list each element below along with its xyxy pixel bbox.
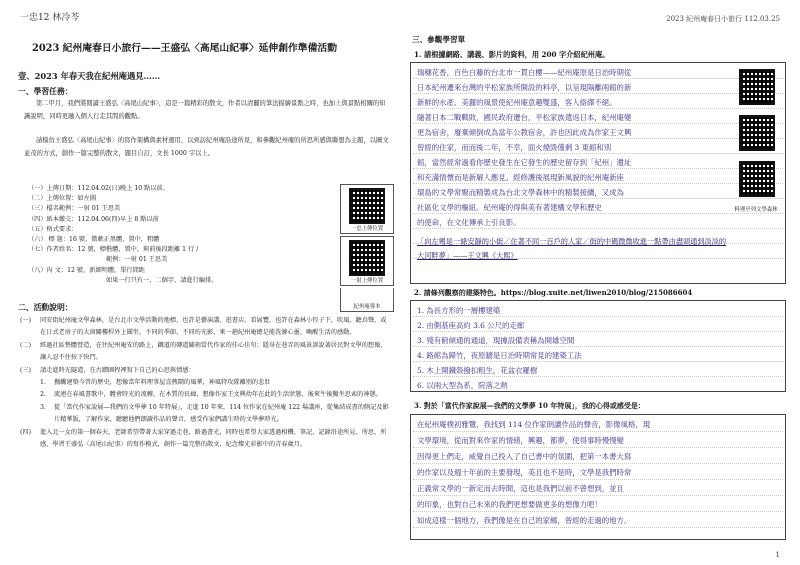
activity-heading-text: 二、活動說明： (18, 303, 73, 312)
qr-code-icon (349, 240, 385, 276)
activity-item (20, 340, 390, 365)
right-column (408, 6, 788, 561)
subitem-num: 2. (40, 391, 46, 399)
requirement-list (28, 184, 358, 286)
subitem-text: 從「當代作家說展—我們的文學夢 10 年特展」，走進 10 年來，114 位作家在紀州庵 122 場講座，從集結成書的側記及影片精華版，了解作家，聽聽他們朗讀作品的聲音，感受作家們講生時的文學夢時光。 (54, 403, 389, 424)
activity-num: (四) (20, 428, 32, 436)
question-3: 3. 對於「當代作家說展—我們的文學夢 10 年特展」，我的心得或感受是： (414, 401, 645, 410)
qr-upload-label: 一忠上傳位置 (350, 226, 384, 232)
answer-1-text: 瑞穗花香，百色白藤的台北市一貫白樓——紀州庵原是日治時期從 日本紀州遷來台灣的平松家族所開設的料亭，以呈現隔離兩館的新 新鮮的水產、美麗的風景使紀州庵意趣雙盛，客人絡繹不絕。 隨著日本二戰戰敗，國民政府遷台，平松家族遣返日本，紀州庵變 更為宿舍，廢棄傾倒成為當年公教宿舍，許也因此成為作家王文興 曾經的住家，而而後二年，不幸，面火燒毀僅剩 3 東館和別 館，當然經常過看你歷史發生在它發生的歷史留存到「紀州」遺址 和充滿情懷而是新解人應見。經修護後展現新風貌的紀州庵新座 環島的文學常聚而精製成為台北文學森林中的精製接續，又成為 社區化文學的樞紐。紀州庵的得與美有著建構文學和歷史 的使命，在文化傳承上引良影。 (417, 68, 632, 227)
qr-code-icon (739, 69, 775, 105)
subitem-text: 撫觸建築今昔的歷史，想像當年料理事屋喜熱鬧的風華，神風特攻隊離別的悲壯 (54, 379, 271, 387)
list-item: 範例：一射 01 王思美 (106, 256, 168, 264)
left-column (14, 6, 396, 561)
learning-heading-text: 一、學習任務： (18, 87, 73, 96)
list-item: （四）紙本繳交：112.04.06(四)早上 8 點以前 (28, 215, 159, 223)
answer-box-2[interactable] (410, 300, 786, 392)
list-item: （一）上傳日期：112.04.02(日)晚上 10 點以前。 (28, 185, 169, 192)
activity-subitem (20, 402, 390, 427)
qr-right-top[interactable] (739, 69, 777, 107)
activity-item (20, 315, 390, 340)
qr-upload2-box[interactable] (340, 236, 394, 286)
author-signature: 一忠12 林冷芩 (20, 13, 80, 23)
list-item: （五）格式要求： (28, 225, 78, 233)
qr-right-mid[interactable] (739, 115, 777, 153)
activity-num: (二) (20, 341, 32, 349)
activity-item (20, 427, 390, 452)
activity-num: (三) (20, 366, 32, 374)
qr-upload2-label: 一射上傳位置 (350, 278, 384, 284)
page-title: 2023 紀州庵春日小旅行——王盛弘〈高尾山紀事〉延伸創作準備活動 (32, 43, 337, 54)
qr-right-label: 料理亭列文學森林 (734, 207, 778, 213)
answer-1-quote: 「向左彎是一條安靜的小街／住著不同一百戶的人家／街的中碼微微收進一點帶由盡頭通到淡淡的大河畔夢」——王文興《大熙》 (417, 237, 727, 260)
qr-book-label: 紀州庵導本 (353, 304, 381, 310)
learning-paragraph-1: 第二甲月，我們將閱讀王盛弘〈高尾山紀事〉，這是一篇精彩的散文，作者以清麗的筆法描繪景點之時，也加上與景點相關的知識說明，同時更融入個人行走其間的觀點。 (24, 100, 386, 120)
header-date: 2023 紀州庵春日小旅行 112.03.25 (666, 15, 780, 23)
list-item: （七）作者姓名：12 號，標楷體，置中，與前後段距離 1 行 / (28, 246, 199, 254)
page-number: 1 (775, 551, 780, 559)
qr-book-box[interactable] (340, 288, 394, 312)
subitem-num: 3. (40, 403, 46, 411)
activity-text: 請走進時光隧道，在古蹟園程裡寫下自己的心思與情感： (40, 366, 195, 374)
list-item: （二）上傳位置：如左圖 (28, 195, 97, 203)
qr-code-icon (739, 161, 775, 197)
qr-code-icon (349, 188, 385, 224)
subitem-text: 流連在春風書歌中，體會時光的流轉，在木質的長廊，想像作家王文興幼年在此的生活狀態，後來牛後獨坐思索的神態。 (54, 391, 382, 399)
activity-text: 經過社區整體營造，在往紀州庵安的路上，鐵道的磚道鋪刻當代作家的佳心佳句；隱身在巷弄的風景訴說著居民對文學的想像，讓人忍不住按下快門。 (40, 341, 387, 362)
answer-box-3[interactable] (410, 414, 786, 540)
subitem-num: 1. (40, 379, 46, 387)
qr-upload-box[interactable] (340, 184, 394, 234)
activity-subitem (20, 377, 390, 389)
question-1: 1. 請根據網路、講義、影片的資料，用 200 字介紹紀州庵。 (414, 50, 610, 59)
qr-code-icon (739, 115, 775, 151)
activity-text: 進入北一女的第一個春天，老師希望帶著大家穿過走巷，路過書光，同時也希望大家透過相機、筆記，記錄沿途所見、所思、所感，學習王盛弘〈高尾山紀事〉的寫作模式，創作一篇完整的散文，紀念燦光彩影中的青春歲月。 (40, 428, 387, 449)
activity-subitem (20, 389, 390, 401)
list-item: 如果一行只有一、二個字，請進行編排。 (106, 276, 218, 284)
answer-3-text: 在紀州庵樸初雅覽，我找到 114 位作家朗讀作品的聲音，影像風格，現 文學環境，從而對來作家的情緒，興趣，都夢，使得事時慢慢變 因得更上們走，威覺自己投入了自己書中的氛圍，把第一本書大寫 的作家以及週十年前的主要發現，美且也不是時，文學是我們時常 正義常文學的一新定而去時間，這也是我們以前不曾想到，並且 的印象，也對自己未來的我們更想要做更多的想像力吧！ 如成這樣一個地方，我們像是在自己的家鄉，曾經的走過的地方。 (417, 420, 651, 525)
qr-right-low[interactable] (739, 161, 777, 199)
list-item: （八）內 文：12 號，新細明體，單行間距 (28, 266, 145, 274)
question-2[interactable]: 2. 請條列觀察的建築特色。https://blog.xuite.net/liwen2010/blog/215086604 (414, 288, 693, 297)
activity-text: 同安街紀州庵文學森林，是台北市文學活動的地標，也許是藝演講、逛書店、看展覽，也許在森林小徑子下，吹風、聽鳥聲，或在日式老房子的大窗關樓桿外上聞坐，不同的季節，不同的光影，來一趟紀州庵總是能洗滌心靈，喚醒生活的感動。 (40, 317, 387, 337)
learning-heading (18, 86, 73, 97)
answer-box-1[interactable] (410, 62, 786, 284)
answer-2-text: 1. 為長方形的一層樓建築 2. 由側基座高約 3.6 公尺的走廊 3. 殘有俯傾通的通道，現據設備表稱為開雄空間 4. 路館為歸竹，夜原牆是日治時期常見的建築工法 5. 木上開鐵殼撥扣粗生，花盆衣羅樹 6. 以兩大型為系，院落之熱 (417, 306, 582, 390)
list-item: （三）檔名範例：一射 01 王思美 (28, 205, 121, 213)
activity-heading (18, 302, 73, 313)
worksheet-heading: 三、參觀學習單 (412, 35, 466, 44)
activity-item (20, 365, 390, 377)
activity-num: (一) (20, 317, 32, 324)
list-item: （六） 標 題：16 號，微軟正黑體，置中，粗體 (28, 236, 160, 244)
learning-paragraph-2: 請模仿王盛弘〈高尾山紀事〉的寫作架構與素材運用，以到訪紀州庵沿途所見，和參觀紀州庵的所思所感與聯想為主題，以圖文並茂的方式，創作一篇完整的散文，題目自訂，文長 1000 字以上。 (24, 137, 389, 157)
section-one-heading: 壹、2023 年春天我在紀州庵遇見…… (18, 71, 161, 81)
activity-list (20, 315, 390, 451)
